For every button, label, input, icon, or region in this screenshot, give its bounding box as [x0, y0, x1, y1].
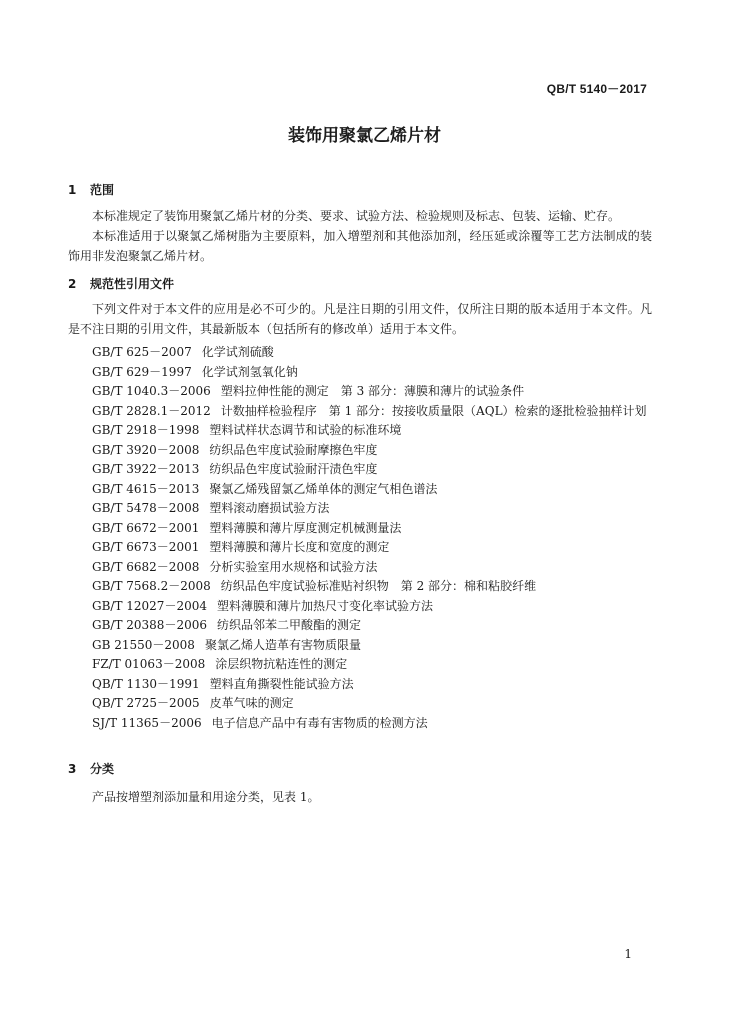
reference-item: GB/T 1040.3－2006 塑料拉伸性能的测定 第 3 部分：薄膜和薄片的试验条件 — [92, 384, 525, 398]
document-title: 装饰用聚氯乙烯片材 — [288, 126, 441, 146]
reference-item: QB/T 1130－1991 塑料直角撕裂性能试验方法 — [92, 676, 354, 691]
reference-item: GB/T 6672－2001 塑料薄膜和薄片厚度测定机械测量法 — [92, 520, 402, 535]
reference-item: GB/T 2828.1－2012 计数抽样检验程序 第 1 部分：按接收质量限（AQL）检索的逐批检验抽样计划 — [92, 403, 647, 418]
standard-code: QB/T 5140－2017 — [546, 82, 647, 96]
section-title: 规范性引用文件 — [90, 277, 175, 291]
section-number: 3 — [68, 762, 77, 776]
reference-item: GB 21550－2008 聚氯乙烯人造革有害物质限量 — [92, 637, 361, 652]
section-number: 2 — [68, 277, 77, 291]
reference-item: GB/T 629－1997 化学试剂氢氧化钠 — [92, 364, 298, 379]
reference-item: GB/T 2918－1998 塑料试样状态调节和试验的标准环境 — [92, 423, 402, 437]
normative-reference-list — [68, 343, 652, 733]
reference-item: QB/T 2725－2005 皮革气味的测定 — [92, 696, 294, 710]
reference-item: FZ/T 01063－2008 涂层织物抗粘连性的测定 — [92, 657, 348, 671]
reference-item: GB/T 4615－2013 聚氯乙烯残留氯乙烯单体的测定气相色谱法 — [92, 481, 438, 496]
page-number: 1 — [624, 947, 632, 961]
section-2-heading — [68, 275, 174, 292]
reference-item: GB/T 3922－2013 纺织品色牢度试验耐汗渍色牢度 — [92, 462, 378, 476]
reference-item: SJ/T 11365－2006 电子信息产品中有毒有害物质的检测方法 — [92, 715, 428, 730]
reference-item: GB/T 6673－2001 塑料薄膜和薄片长度和宽度的测定 — [92, 540, 390, 554]
section-1-heading — [68, 181, 114, 198]
reference-item: GB/T 6682－2008 分析实验室用水规格和试验方法 — [92, 559, 378, 574]
section-1-paragraph-1: 本标准规定了装饰用聚氯乙烯片材的分类、要求、试验方法、检验规则及标志、包装、运输、贮存。 — [92, 209, 621, 223]
section-title: 范围 — [90, 183, 115, 197]
section-1-paragraph-2: 本标准适用于以聚氯乙烯树脂为主要原料，加入增塑剂和其他添加剂，经压延或涂覆等工艺方法制成的装饰用非发泡聚氯乙烯片材。 — [68, 229, 652, 263]
section-3-heading — [68, 760, 114, 777]
section-3-paragraph-1: 产品按增塑剂添加量和用途分类，见表 1。 — [92, 790, 320, 804]
reference-item: GB/T 20388－2006 纺织品邻苯二甲酸酯的测定 — [92, 618, 361, 632]
reference-item: GB/T 3920－2008 纺织品色牢度试验耐摩擦色牢度 — [92, 442, 378, 457]
reference-item: GB/T 5478－2008 塑料滚动磨损试验方法 — [92, 501, 330, 515]
section-number: 1 — [68, 183, 77, 197]
section-title: 分类 — [90, 762, 115, 776]
reference-item: GB/T 12027－2004 塑料薄膜和薄片加热尺寸变化率试验方法 — [92, 598, 433, 613]
reference-item: GB/T 625－2007 化学试剂硫酸 — [92, 345, 274, 359]
reference-item: GB/T 7568.2－2008 纺织品色牢度试验标准贴衬织物 第 2 部分：棉和粘胶纤维 — [92, 579, 537, 593]
section-2-paragraph-1: 下列文件对于本文件的应用是必不可少的。凡是注日期的引用文件，仅所注日期的版本适用于本文件。凡是不注日期的引用文件，其最新版本（包括所有的修改单）适用于本文件。 — [68, 302, 652, 336]
